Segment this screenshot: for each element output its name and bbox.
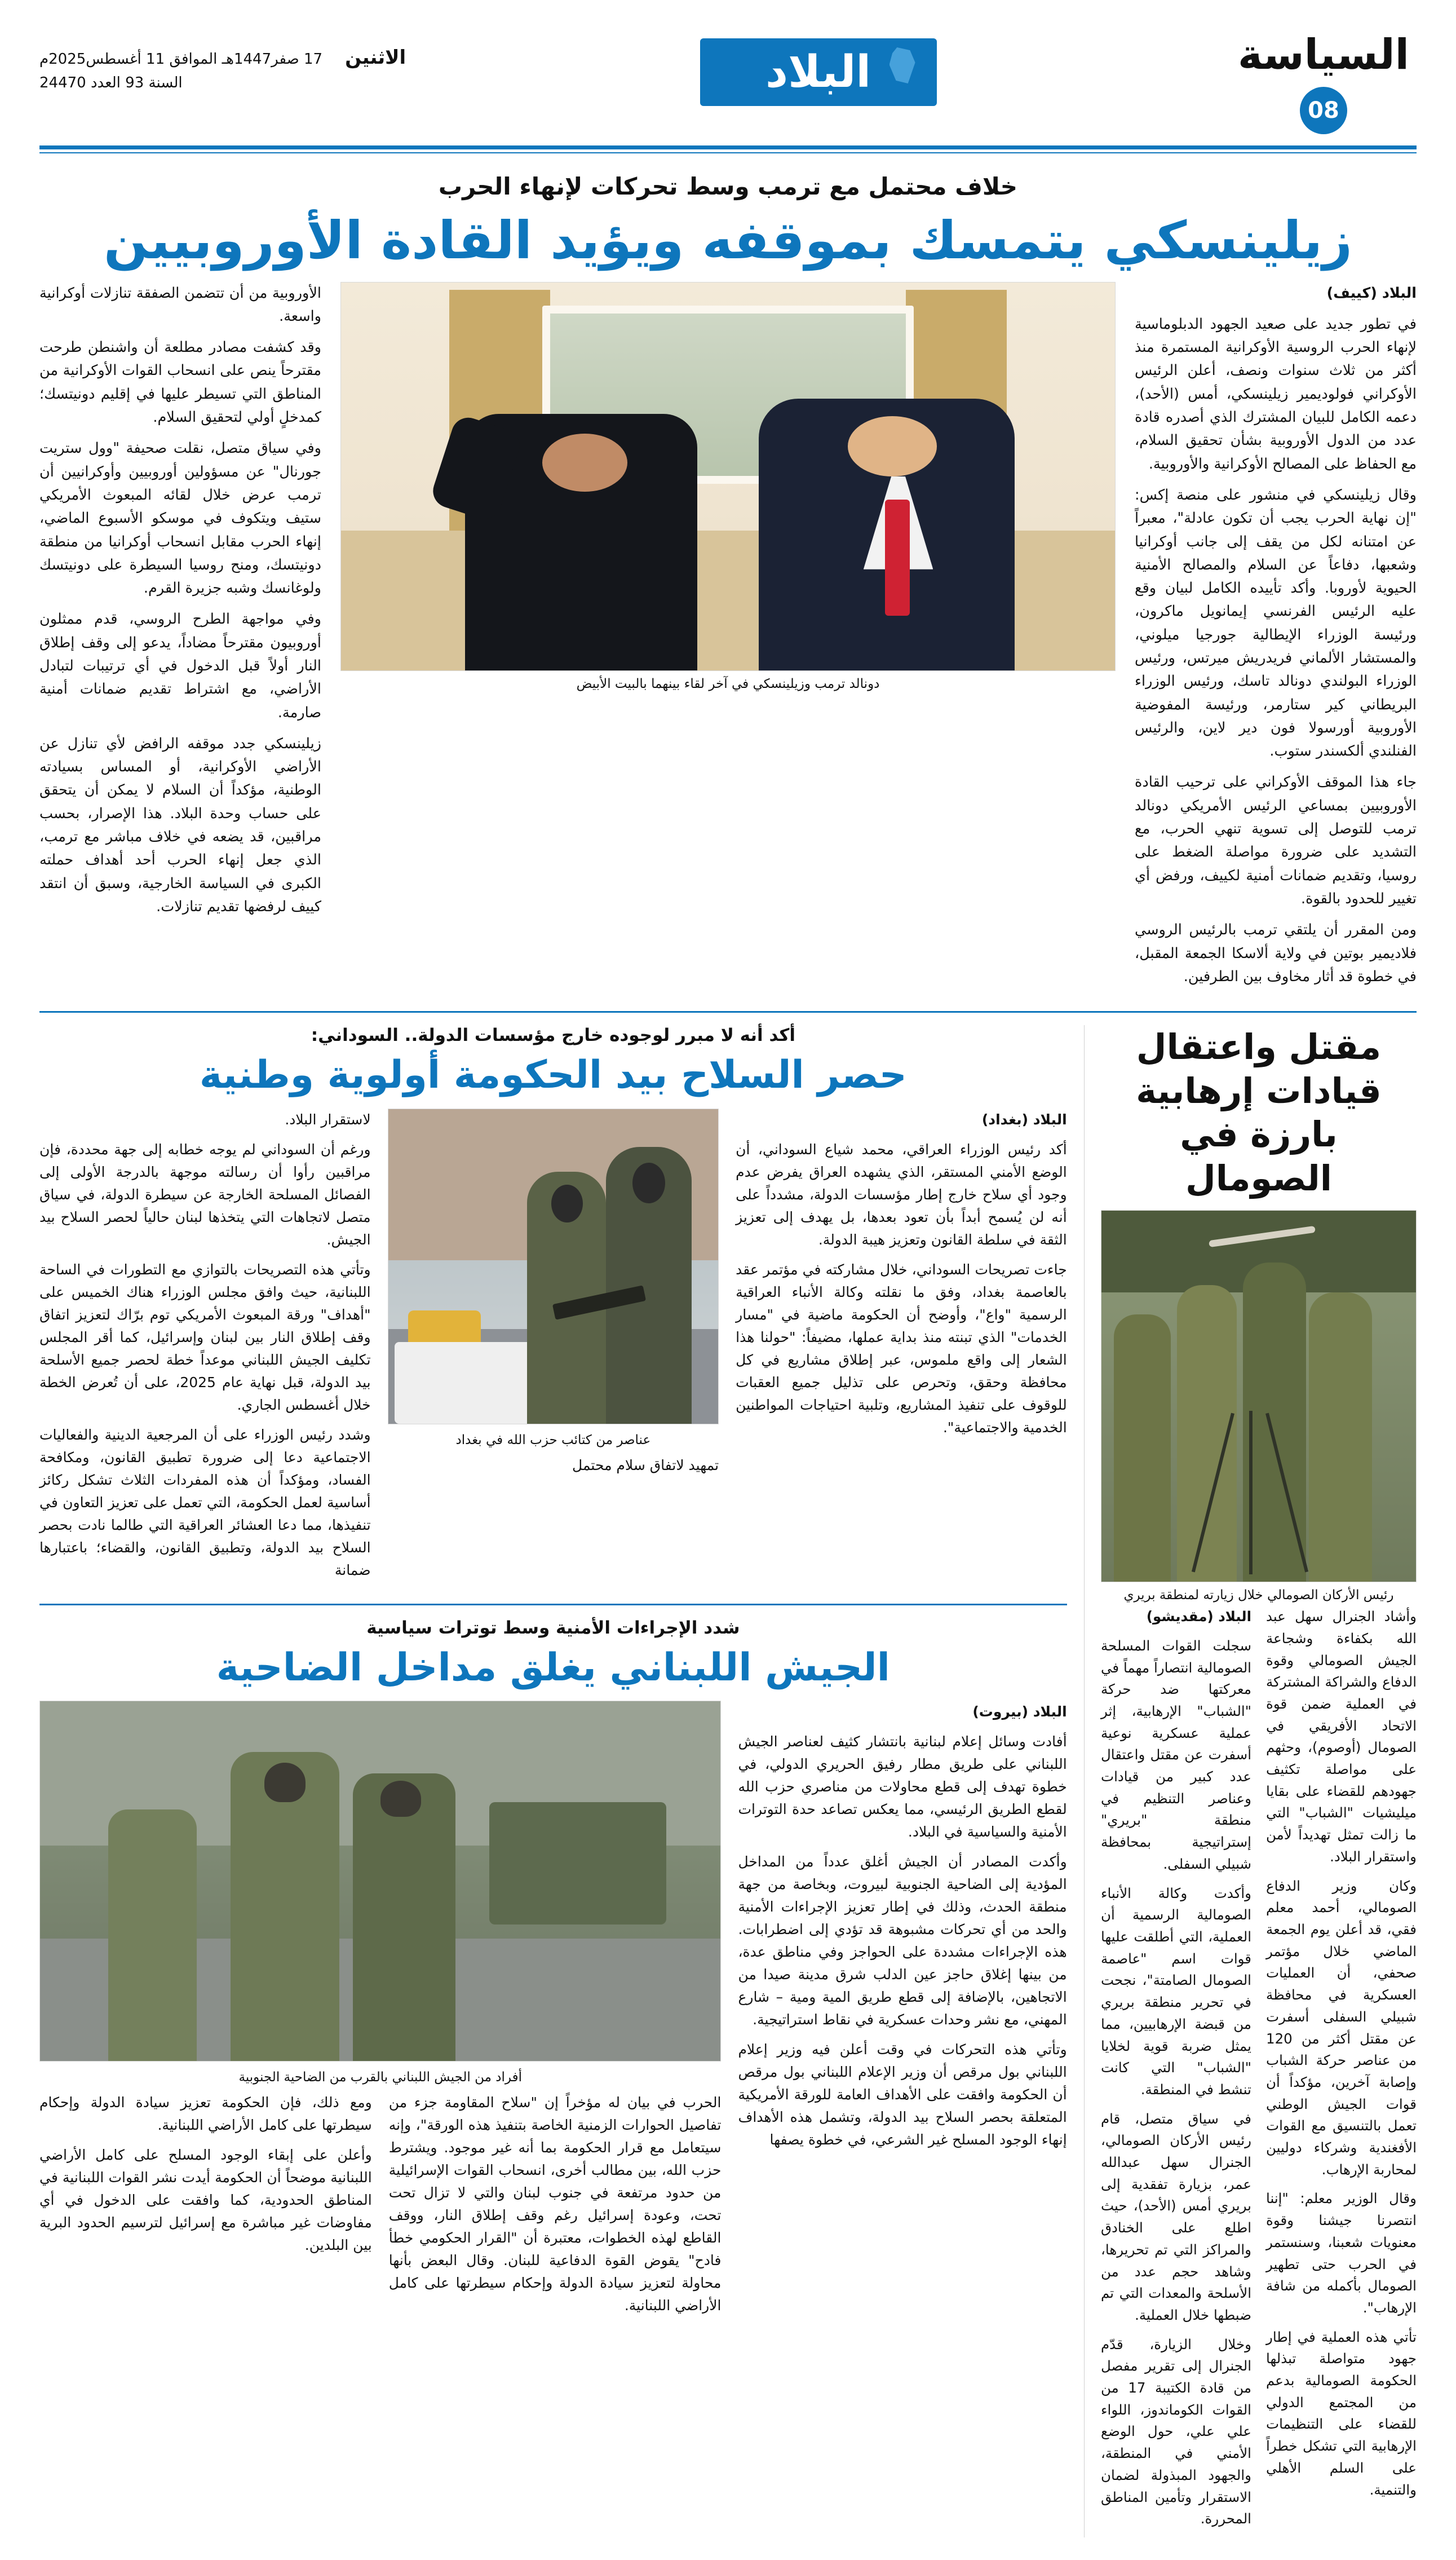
- lebanon-photo-block: [39, 1701, 721, 2324]
- somalia-story: [1101, 1025, 1417, 2537]
- issue-number: السنة 93 العدد 24470: [39, 74, 406, 91]
- lead-paragraph: الأوروبية من أن تتضمن الصفقة تنازلات أوكرانية واسعة.: [39, 282, 321, 329]
- lead-story: [39, 282, 1417, 997]
- lead-paragraph: جاء هذا الموقف الأوكراني على ترحيب القادة الأوروبيين بمساعي الرئيس الأمريكي دونالد ترمب للتوصل إلى تسوية تنهي الحرب، مع التشديد على ضرورة مواصلة الضغط على روسيا، وتقديم ضمانات أمنية لكييف، ورفض أي تغيير للحدود بالقوة.: [1135, 771, 1417, 911]
- lebanon-paragraph: ومع ذلك، فإن الحكومة تعزيز سيادة الدولة وإحكام سيطرتها على كامل الأراضي اللبنانية.: [39, 2091, 372, 2137]
- somalia-photo: [1101, 1210, 1417, 1582]
- lead-kicker: خلاف محتمل مع ترمب وسط تحركات لإنهاء الحرب: [39, 173, 1417, 200]
- lead-dateline: البلاد (كييف): [1327, 285, 1417, 302]
- section-divider-2: [39, 1604, 1067, 1605]
- lebanon-lower-columns: [39, 2091, 721, 2324]
- somalia-column-right: [1266, 1606, 1417, 2537]
- masthead-rule: [39, 145, 1417, 149]
- somalia-paragraph: في سياق متصل، قام رئيس الأركان الصومالي، الجنرال سهل عبدالله عمر، بزيارة تفقدية إلى بريري أمس (الأحد)، حيث اطلع على الخنادق والمراكز التي تم تحريرها، وشاهد حجم عدد من الأسلحة والمعدات التي تم ضبطها خلال العملية.: [1101, 2108, 1251, 2327]
- iraq-paragraph: ورغم أن السوداني لم يوجه خطابه إلى جهة محددة، فإن مراقبين رأوا أن رسالته موجهة بالدرجة الأولى إلى الفصائل المسلحة الخارجة عن سيطرة الدولة، في سياق متصل لاتجاهات التي يتخذها لبنان حالياً لحصر السلاح بيد الجيش.: [39, 1138, 371, 1251]
- issue-date: 17 صفر1447هـ الموافق 11 أغسطس2025م: [39, 51, 322, 68]
- iraq-photo-block: [388, 1109, 719, 1484]
- lebanon-column-mid: [389, 2091, 722, 2324]
- somalia-paragraph: تأتي هذه العملية في إطار جهود متواصلة تبذلها الحكومة الصومالية بدعم من المجتمع الدولي للقضاء على التنظيمات الإرهابية التي تشكل خطراً على السلم الأهلي والتنمية.: [1266, 2327, 1417, 2501]
- somalia-paragraph: وقال الوزير معلم: "إننا انتصرنا جيشنا وقوة معنويات شعبنا، وسنستمر في الحرب حتى تطهير الصومال بأكمله من شافة الإرهاب".: [1266, 2188, 1417, 2319]
- iraq-paragraph: تمهيد لاتفاق سلام محتمل: [388, 1454, 719, 1477]
- iraq-paragraph: جاءت تصريحات السوداني، خلال مشاركته في مؤتمر عقد بالعاصمة بغداد، وفق ما نقلته وكالة الأنباء العراقية الرسمية "واع"، وأوضح أن الحكومة ماضية في "مسار الخدمات" الذي تبنته منذ بداية عملها، مضيفاً: "حولنا هذا الشعار إلى واقع ملموس، عبر إطلاق مشاريع في كل محافظة وحقق، وتحرص على تذليل جميع العقبات للوقوف على تنفيذ المشاريع، وتلبية احتياجات المواطنين الخدمية والاجتماعية".: [736, 1259, 1067, 1439]
- iraq-kicker: أكد أنه لا مبرر لوجوده خارج مؤسسات الدولة.. السوداني:: [39, 1025, 1067, 1045]
- iraq-headline: حصر السلاح بيد الحكومة أولوية وطنية: [39, 1052, 1067, 1098]
- lebanon-column-right: [738, 1701, 1066, 2159]
- lead-photo: [340, 282, 1116, 671]
- weekday: الاثنين: [345, 46, 406, 69]
- section-title: السياسة: [1238, 34, 1409, 76]
- section-divider: [39, 1011, 1417, 1013]
- lebanon-photo-row: [39, 1701, 1067, 2324]
- somalia-paragraph: سجلت القوات المسلحة الصومالية انتصاراً مهماً في معركتها ضد حركة "الشباب" الإرهابية، إثر عملية عسكرية نوعية أسفرت عن مقتل واعتقال عدد كبير من قيادات وعناصر التنظيم في منطقة "بريري" إستراتيجية بمحافظة شبيلي السفلى.: [1101, 1635, 1251, 1875]
- lebanon-paragraph: أفادت وسائل إعلام لبنانية بانتشار كثيف لعناصر الجيش اللبناني على طريق مطار رفيق الحريري الدولي، في خطوة تهدف إلى قطع محاولات من مناصري حزب الله لقطع الطريق الرئيسي، مما يعكس تصاعد حدة التوترات الأمنية والسياسية في البلاد.: [738, 1731, 1066, 1843]
- masthead-center: [700, 34, 937, 106]
- iraq-paragraph: وتأتي هذه التصريحات بالتوازي مع التطورات في الساحة اللبنانية، حيث وافق مجلس الوزراء هناك الخميس على "أهداف" ورقة المبعوث الأمريكي توم برّاك لتعزيز اتفاق وقف إطلاق النار بين لبنان وإسرائيل، كما أقر المجلس تكليف الجيش اللبناني موعداً خطة لحصر جميع الأسلحة بيد الدولة، قبل نهاية عام 2025، على أن تُعرض الخطة خلال أغسطس الجاري.: [39, 1259, 371, 1416]
- lebanon-paragraph: الحرب في بيان له مؤخراً إن "سلاح المقاومة جزء من تفاصيل الحوارات الزمنية الخاصة بتنفيذ هذه الورقة"، وإنه سيتعامل مع قرار الحكومة بما أنه غير موجود. ويشترط حزب الله، بين مطالب أخرى، انسحاب القوات الإسرائيلية من حدود مرتفعة في جنوب لبنان والتي لا تزال تحت تحت، وعودة إسرائيل رغم وقف إطلاق النار، ووقف القاطع لهذه الخطوات، معتبرة أن "القرار الحكومي خطأ فادح" يقوض القوة الدفاعية للبنان. وقال البعض بأنها محاولة لتعزيز سيادة الدولة وإحكام سيطرتها على كامل الأراضي اللبنانية.: [389, 2091, 722, 2317]
- page-number-badge: 08: [1300, 87, 1347, 134]
- newspaper-logo: [700, 38, 937, 106]
- lebanon-paragraph: وتأتي هذه التحركات في وقت أعلن فيه وزير إعلام اللبناني بول مرقص أن وزير الإعلام اللبناني بول مرقص أن الحكومة وافقت على الأهداف العامة للورقة الأمريكية المتعلقة بحصر السلاح بيد الدولة، وتشمل هذه الأهداف إنهاء الوجود المسلح غير الشرعي، في خطوة يصفها: [738, 2038, 1066, 2151]
- lebanon-paragraph: وأكدت المصادر أن الجيش أغلق عدداً من المداخل المؤدية إلى الضاحية الجنوبية لبيروت، وبخاصة من جهة منطقة الحدث، وذلك في إطار تعزيز الإجراءات الأمنية والحد من أي تحركات مشبوهة قد تؤدي إلى اضطرابات. هذه الإجراءات مشددة على الحواجز وفي مناطق عدة، من بينها إغلاق حاجز عين الدلب شرق مدينة صيدا من الاتجاهين، بالإضافة إلى قطع طريق المية ومية – شارع المهني، مع نشر وحدات عسكرية في نقاط استراتيجية.: [738, 1851, 1066, 2031]
- iraq-column-right: [736, 1109, 1067, 1446]
- lebanon-photo-caption: أفراد من الجيش اللبناني بالقرب من الضاحية الجنوبية: [39, 2062, 721, 2091]
- iraq-photo-caption: عناصر من كتائب حزب الله في بغداد: [388, 1424, 719, 1454]
- lead-column-left: [39, 282, 321, 927]
- right-column-area: [39, 1025, 1067, 2324]
- somalia-columns: [1101, 1606, 1417, 2537]
- lead-column-right: [1135, 282, 1417, 997]
- iraq-paragraph: أكد رئيس الوزراء العراقي، محمد شياع السوداني، أن الوضع الأمني المستقر، الذي يشهده العراق يفرض عدم وجود أي سلاح خارج إطار مؤسسات الدولة، مشدداً على أنه لن يُسمح أبداً بأن تعود بعدها، بل يهدف إلى تعزيز الثقة في سلطة القانون وتعزيز هيبة الدولة.: [736, 1138, 1067, 1251]
- lebanon-column-mid2: [39, 2091, 372, 2324]
- lebanon-dateline: البلاد (بيروت): [972, 1703, 1066, 1720]
- iraq-paragraph: وشدد رئيس الوزراء على أن المرجعية الدينية والفعاليات الاجتماعية دعا إلى ضرورة تطبيق القانون، ومكافحة الفساد، ومؤكداً أن هذه المفردات الثلاث تشكل ركائز أساسية لعمل الحكومة، التي تعمل على تعزيز التعاون في تنفيذها، مما دعا العشائر العراقية التي طالما نادت بحصر السلاح بيد الدولة، وتطبيق القانون، والقضاء؛ باعتبارها ضمانة: [39, 1424, 371, 1582]
- iraq-paragraph: لاستقرار البلاد.: [39, 1109, 371, 1131]
- lead-photo-caption: دونالد ترمب وزيلينسكي في آخر لقاء بينهما بالبيت الأبيض: [340, 671, 1116, 695]
- somalia-column-left: [1101, 1606, 1251, 2537]
- lebanon-headline: الجيش اللبناني يغلق مداخل الضاحية: [39, 1645, 1067, 1691]
- iraq-story: [39, 1109, 1067, 1589]
- masthead-right: [1231, 34, 1417, 134]
- somalia-headline: مقتل واعتقال قيادات إرهابية بارزة في الصومال: [1101, 1025, 1417, 1200]
- lead-paragraph: وقد كشفت مصادر مطلعة أن واشنطن طرحت مقترحاً ينص على انسحاب القوات الأوكرانية من المناطق التي تسيطر عليها في إقليم دونيتسك؛ كمدخلٍ أولي لتحقيق السلام.: [39, 336, 321, 429]
- lead-paragraph: في تطور جديد على صعيد الجهود الدبلوماسية لإنهاء الحرب الروسية الأوكرانية المستمرة منذ أكثر من ثلاث سنوات ونصف، أعلن الرئيس الأوكراني فولوديمير زيلينسكي، أمس (الأحد)، دعمه الكامل للبيان المشترك الذي أصدره قادة عدد من الدول الأوروبية بشأن تحقيق السلام، مع الحفاظ على المصالح الأوكرانية والأوروبية.: [1135, 313, 1417, 476]
- lebanon-paragraph: وأعلن على إبقاء الوجود المسلح على كامل الأراضي اللبنانية موضحاً أن الحكومة أيدت نشر القوات اللبنانية في المناطق الحدودية، كما وافقت على الدخول في أي مفاوضات غير مباشرة مع إسرائيل لترسيم الحدود البرية بين البلدين.: [39, 2144, 372, 2257]
- lead-paragraph: وقال زيلينسكي في منشور على منصة إكس: "إن نهاية الحرب يجب أن تكون عادلة"، معبراً عن امتنانه لكل من يقف إلى جانب أوكرانيا وشعبها، دفاعاً عن السلام والمصالح الأمنية الحيوية لأوروبا. وأكد تأييده الكامل لبيان وقع عليه الرئيس الفرنسي إيمانويل ماكرون، ورئيسة الوزراء الإيطالية جورجيا ميلوني، والمستشار الألماني فريدريش ميرتس، ورئيس الوزراء البولندي دونالد تاسك، ورئيس الوزراء البريطاني كير ستارمر، ورئيسة المفوضية الأوروبية أورسولا فون دير لاين، والرئيس الفنلندي ألكسندر ستوب.: [1135, 484, 1417, 763]
- lebanon-kicker: شدد الإجراءات الأمنية وسط توترات سياسية: [39, 1618, 1067, 1638]
- lead-paragraph: ومن المقرر أن يلتقي ترمب بالرئيس الروسي فلاديمير بوتين في ولاية ألاسكا الجمعة المقبل، في خطوة قد أثار مخاوف بين الطرفين.: [1135, 919, 1417, 988]
- lebanon-photo: [39, 1701, 721, 2062]
- lead-photo-block: [340, 282, 1116, 695]
- iraq-photo: [388, 1109, 719, 1424]
- lead-paragraph: وفي سياق متصل، نقلت صحيفة "وول ستريت جورنال" عن مسؤولين أوروبيين وأوكرانيين أن ترمب عرض خلال لقائه المبعوث الأمريكي ستيف ويتكوف في موسكو الأسبوع الماضي، إنهاء الحرب مقابل انسحاب أوكرانيا من منطقة دونيتسك، ومنح روسيا السيطرة على دونيتسك ولوغانسك وشبه جزيرة القرم.: [39, 437, 321, 600]
- somalia-dateline: البلاد (مقديشو): [1147, 1608, 1251, 1625]
- iraq-column-left: [39, 1109, 371, 1589]
- logo-text: البلاد: [765, 50, 871, 94]
- somalia-photo-caption: رئيس الأركان الصومالي خلال زيارته لمنطقة بريري: [1101, 1582, 1417, 1606]
- masthead-left: [39, 34, 406, 91]
- lead-paragraph: زيلينسكي جدد موقفه الرافض لأي تنازل عن الأراضي الأوكرانية، أو المساس بسيادته الوطنية، مؤكداً أن السلام لا يمكن أن يتحقق على حساب وحدة البلاد. هذا الإصرار، بحسب مراقبين، قد يضعه في خلاف مباشر مع ترمب، الذي جعل إنهاء الحرب أحد أهداف حملته الكبرى في السياسة الخارجية، وسبق أن انتقد كييف لرفضها تقديم تنازلات.: [39, 732, 321, 919]
- lead-paragraph: وفي مواجهة الطرح الروسي، قدم ممثلون أوروبيون مقترحاً مضاداً، يدعو إلى وقف إطلاق النار أولاً قبل الدخول في أي ترتيبات لتبادل الأراضي، مع اشتراط تقديم ضمانات أمنية صارمة.: [39, 608, 321, 724]
- somalia-paragraph: وأشاد الجنرال سهل عبد الله بكفاءة وشجاعة الجيش الصومالي وقوة الدفاع والشراكة المشتركة في العملية ضمن قوة الاتحاد الأفريقي في الصومال (أوصوم)، وحثهم على مواصلة تكثيف جهودهم للقضاء على بقايا ميليشيات "الشباب" التي ما زالت تمثل تهديداً لأمن واستقرار البلاد.: [1266, 1606, 1417, 1868]
- lead-headline: زيلينسكي يتمسك بموقفه ويؤيد القادة الأوروبيين: [39, 210, 1417, 272]
- middle-block: [39, 1025, 1417, 2537]
- somalia-paragraph: وكان وزير الدفاع الصومالي، أحمد معلم فقي، قد أعلن يوم الجمعة الماضي خلال مؤتمر صحفي، أن العمليات العسكرية في محافظة شبيلي السفلى أسفرت عن مقتل أكثر من 120 من عناصر حركة الشباب وإصابة آخرين، مؤكداً أن قوات الجيش الوطني تعمل بالتنسيق مع القوات الأفغندية وشركاء دوليين لمحاربة الإرهاب.: [1266, 1875, 1417, 2181]
- iraq-dateline: البلاد (بغداد): [982, 1111, 1067, 1128]
- masthead: [39, 34, 1417, 142]
- somalia-paragraph: وخلال الزيارة، قدّم الجنرال إلى تقرير مفصل من قادة الكتيبة 17 من القوات الكوماندوز، اللواء علي علي، حول الوضع الأمني في المنطقة، والجهود المبذولة لضمان الاستقرار وتأمين المناطق المحررة.: [1101, 2334, 1251, 2530]
- map-icon: [889, 47, 915, 83]
- somalia-paragraph: وأكدت وكالة الأنباء الصومالية الرسمية أن العملية، التي أطلقت عليها قوات اسم "عاصمة الصومال الصامتة"، نجحت في تحرير منطقة بريري من قبضة الإرهابيين، مما يمثل ضربة قوية لخلايا "الشباب" التي كانت تنشط في المنطقة.: [1101, 1883, 1251, 2101]
- masthead-rule-thin: [39, 152, 1417, 153]
